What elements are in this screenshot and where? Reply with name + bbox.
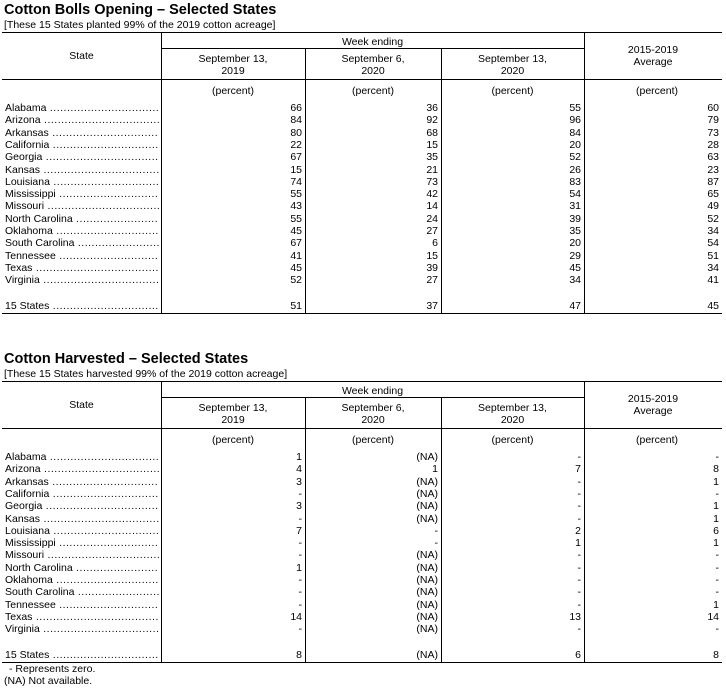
cell-value: 14 xyxy=(707,610,719,623)
cell-value: 67 xyxy=(290,151,302,164)
cell-value: - xyxy=(715,451,719,463)
cell-value: 7 xyxy=(296,524,302,537)
table-subtitle: [These 15 States planted 99% of the 2019 cotton acreage] xyxy=(4,19,276,31)
state-name: Tennessee ..... xyxy=(5,599,159,611)
cell-value: 39 xyxy=(569,212,581,225)
state-name: Tennessee ..... xyxy=(5,250,159,262)
cell-value: 1 xyxy=(296,561,302,574)
cell-value: 68 xyxy=(426,126,438,139)
cell-value: - xyxy=(577,586,581,599)
state-name: Georgia ..... xyxy=(5,500,159,512)
cell-value: - xyxy=(577,549,581,562)
cell-value: 26 xyxy=(569,163,581,176)
table-row xyxy=(0,188,726,200)
cell-value: 63 xyxy=(707,151,719,164)
cell-value: 47 xyxy=(569,300,581,312)
cell-value: 96 xyxy=(569,114,581,127)
cell-value: 35 xyxy=(426,151,438,164)
state-name: North Carolina ..... xyxy=(5,562,159,574)
column-header-line1: September 6, xyxy=(341,402,405,414)
cell-value: 29 xyxy=(569,249,581,262)
footnote: - Represents zero. xyxy=(9,663,96,675)
cell-value: (NA) xyxy=(416,500,438,513)
cell-value: 45 xyxy=(290,225,302,237)
cell-value: - xyxy=(298,586,302,599)
header-top-rule xyxy=(2,381,722,382)
cell-value: 55 xyxy=(290,188,302,201)
cell-value: - xyxy=(298,623,302,636)
cell-value: 20 xyxy=(569,237,581,250)
cell-value: 2 xyxy=(575,524,581,537)
table-row xyxy=(0,525,726,537)
state-name: Texas ..... xyxy=(5,611,159,623)
column-header-line1: 2015-2019 xyxy=(627,393,679,405)
cell-value: (NA) xyxy=(416,451,438,463)
table-section xyxy=(0,349,726,691)
table-subtitle: [These 15 States harvested 99% of the 2019 cotton acreage] xyxy=(4,368,288,380)
cell-value: - xyxy=(298,574,302,586)
cell-value: 8 xyxy=(713,463,719,476)
table-row xyxy=(0,127,726,139)
state-name: 15 States ..... xyxy=(5,649,159,661)
cell-value: 45 xyxy=(290,261,302,274)
cell-value: 1 xyxy=(713,598,719,611)
column-header-line1: September 6, xyxy=(341,53,405,65)
state-name: Virginia ..... xyxy=(5,274,159,286)
week-ending-rule xyxy=(161,48,584,49)
state-name: Kansas ..... xyxy=(5,164,159,176)
cell-value: 1 xyxy=(713,500,719,513)
unit-label: (percent) xyxy=(211,85,254,97)
table-title: Cotton Bolls Opening – Selected States xyxy=(4,2,277,18)
cell-value: 41 xyxy=(290,249,302,262)
column-header-line1: September 13, xyxy=(478,402,547,414)
table-row xyxy=(0,562,726,574)
unit-label: (percent) xyxy=(635,434,678,446)
table-row xyxy=(0,250,726,262)
column-header-line2: 2019 xyxy=(221,414,245,426)
table-row xyxy=(0,225,726,237)
cell-value: 73 xyxy=(707,126,719,139)
cell-value: 27 xyxy=(426,274,438,287)
header-bottom-rule xyxy=(2,428,722,429)
cell-value: 14 xyxy=(426,200,438,213)
column-header-line2: 2019 xyxy=(221,65,245,77)
cell-value: 3 xyxy=(296,475,302,488)
cell-value: 49 xyxy=(707,200,719,213)
unit-label: (percent) xyxy=(491,434,534,446)
cell-value: 41 xyxy=(707,274,719,287)
cell-value: 1 xyxy=(575,537,581,550)
table-row xyxy=(0,500,726,512)
cell-value: 73 xyxy=(426,175,438,188)
state-name: Missouri ..... xyxy=(5,200,159,212)
table-row xyxy=(0,164,726,176)
cell-value: 6 xyxy=(575,649,581,661)
unit-label: (percent) xyxy=(211,434,254,446)
unit-label: (percent) xyxy=(351,85,394,97)
table-row xyxy=(0,237,726,249)
cell-value: - xyxy=(577,487,581,500)
cell-value: (NA) xyxy=(416,512,438,525)
cell-value: - xyxy=(715,574,719,586)
state-column-header: State xyxy=(69,399,94,411)
cell-value: 20 xyxy=(569,138,581,151)
cell-value: 3 xyxy=(296,500,302,513)
state-name: South Carolina ..... xyxy=(5,586,159,598)
cell-value: - xyxy=(577,475,581,488)
cell-value: - xyxy=(715,549,719,562)
cell-value: 27 xyxy=(426,225,438,237)
cell-value: - xyxy=(434,524,438,537)
table-row xyxy=(0,599,726,611)
cell-value: 84 xyxy=(290,114,302,127)
table-row xyxy=(0,574,726,586)
cell-value: 67 xyxy=(290,237,302,250)
total-row xyxy=(0,649,726,661)
column-header-line2: 2020 xyxy=(500,414,525,426)
week-ending-header: Week ending xyxy=(341,385,404,397)
state-name: Virginia ..... xyxy=(5,623,159,635)
state-name: Mississippi ..... xyxy=(5,188,159,200)
table-row xyxy=(0,139,726,151)
cell-value: 15 xyxy=(426,138,438,151)
cell-value: - xyxy=(577,574,581,586)
state-name: 15 States ..... xyxy=(5,300,159,312)
cell-value: 34 xyxy=(707,225,719,237)
cell-value: 7 xyxy=(575,463,581,476)
cell-value: (NA) xyxy=(416,610,438,623)
unit-label: (percent) xyxy=(635,85,678,97)
cell-value: 52 xyxy=(290,274,302,287)
cell-value: 83 xyxy=(569,175,581,188)
table-row xyxy=(0,488,726,500)
cell-value: 51 xyxy=(290,300,302,312)
cell-value: 14 xyxy=(290,610,302,623)
cell-value: 15 xyxy=(426,249,438,262)
cell-value: 80 xyxy=(290,126,302,139)
cell-value: 6 xyxy=(713,524,719,537)
state-name: Alabama ..... xyxy=(5,451,159,463)
cell-value: 24 xyxy=(426,212,438,225)
cell-value: 55 xyxy=(569,102,581,114)
table-row xyxy=(0,102,726,114)
cell-value: 65 xyxy=(707,188,719,201)
column-header-line2: 2020 xyxy=(500,65,525,77)
cell-value: - xyxy=(577,500,581,513)
cell-value: (NA) xyxy=(416,475,438,488)
cell-value: 34 xyxy=(569,274,581,287)
cell-value: 34 xyxy=(707,261,719,274)
table-row xyxy=(0,151,726,163)
cell-value: 60 xyxy=(707,102,719,114)
week-ending-rule xyxy=(161,397,584,398)
cell-value: 35 xyxy=(569,225,581,237)
table-bottom-rule xyxy=(2,313,722,314)
state-name: California ..... xyxy=(5,488,159,500)
cell-value: 84 xyxy=(569,126,581,139)
table-row xyxy=(0,274,726,286)
header-bottom-rule xyxy=(2,79,722,80)
table-row xyxy=(0,463,726,475)
cell-value: 1 xyxy=(713,537,719,550)
unit-label: (percent) xyxy=(351,434,394,446)
cell-value: 36 xyxy=(426,102,438,114)
footnote: (NA) Not available. xyxy=(4,675,93,687)
total-row xyxy=(0,300,726,312)
state-name: Louisiana ..... xyxy=(5,525,159,537)
table-row xyxy=(0,213,726,225)
table-row xyxy=(0,586,726,598)
cell-value: - xyxy=(298,512,302,525)
cell-value: 23 xyxy=(707,163,719,176)
state-name: Louisiana ..... xyxy=(5,176,159,188)
cell-value: (NA) xyxy=(416,649,438,661)
cell-value: 21 xyxy=(426,163,438,176)
state-name: Texas ..... xyxy=(5,262,159,274)
cell-value: (NA) xyxy=(416,586,438,599)
table-row xyxy=(0,262,726,274)
cell-value: (NA) xyxy=(416,487,438,500)
cell-value: 55 xyxy=(290,212,302,225)
cell-value: - xyxy=(577,561,581,574)
cell-value: - xyxy=(298,549,302,562)
header-top-rule xyxy=(2,32,722,33)
table-row xyxy=(0,200,726,212)
table-row xyxy=(0,549,726,561)
cell-value: - xyxy=(298,537,302,550)
cell-value: 22 xyxy=(290,138,302,151)
state-column-header: State xyxy=(69,50,94,62)
unit-label: (percent) xyxy=(491,85,534,97)
state-name: Arkansas ..... xyxy=(5,127,159,139)
state-name: Oklahoma ..... xyxy=(5,574,159,586)
cell-value: 45 xyxy=(707,300,719,312)
cell-value: - xyxy=(715,586,719,599)
cell-value: - xyxy=(577,598,581,611)
cell-value: 74 xyxy=(290,175,302,188)
column-header-line1: September 13, xyxy=(198,53,268,65)
cell-value: - xyxy=(298,598,302,611)
cell-value: (NA) xyxy=(416,561,438,574)
week-ending-header: Week ending xyxy=(341,36,404,48)
column-header-line2: 2020 xyxy=(361,65,385,77)
cell-value: 54 xyxy=(569,188,581,201)
cell-value: 4 xyxy=(296,463,302,476)
cell-value: 66 xyxy=(290,102,302,114)
column-header-line2: Average xyxy=(633,405,673,417)
cell-value: 52 xyxy=(569,151,581,164)
cell-value: (NA) xyxy=(416,549,438,562)
state-name: California ..... xyxy=(5,139,159,151)
cell-value: - xyxy=(577,623,581,636)
cell-value: - xyxy=(715,623,719,636)
column-header-line2: Average xyxy=(633,56,673,68)
cell-value: 43 xyxy=(290,200,302,213)
cell-value: - xyxy=(715,561,719,574)
table-row xyxy=(0,451,726,463)
cell-value: 51 xyxy=(707,249,719,262)
cell-value: - xyxy=(434,537,438,550)
cell-value: 28 xyxy=(707,138,719,151)
cell-value: 79 xyxy=(707,114,719,127)
cell-value: 31 xyxy=(569,200,581,213)
state-name: Arkansas ..... xyxy=(5,476,159,488)
table-section xyxy=(0,0,726,342)
table-row xyxy=(0,537,726,549)
cell-value: - xyxy=(577,451,581,463)
cell-value: 8 xyxy=(296,649,302,661)
cell-value: - xyxy=(715,487,719,500)
cell-value: 45 xyxy=(569,261,581,274)
state-name: South Carolina ..... xyxy=(5,237,159,249)
state-name: Arizona ..... xyxy=(5,114,159,126)
table-row xyxy=(0,623,726,635)
column-header-line1: 2015-2019 xyxy=(627,44,679,56)
cell-value: 42 xyxy=(426,188,438,201)
cell-value: - xyxy=(298,487,302,500)
state-name: North Carolina ..... xyxy=(5,213,159,225)
state-name: Mississippi ..... xyxy=(5,537,159,549)
table-row xyxy=(0,176,726,188)
table-row xyxy=(0,611,726,623)
cell-value: 37 xyxy=(426,300,438,312)
state-name: Arizona ..... xyxy=(5,463,159,475)
cell-value: 1 xyxy=(713,512,719,525)
column-header-line1: September 13, xyxy=(478,53,547,65)
state-name: Oklahoma ..... xyxy=(5,225,159,237)
table-title: Cotton Harvested – Selected States xyxy=(4,351,249,367)
cell-value: 52 xyxy=(707,212,719,225)
cell-value: 1 xyxy=(296,451,302,463)
cell-value: 54 xyxy=(707,237,719,250)
cell-value: 15 xyxy=(290,163,302,176)
cell-value: 6 xyxy=(432,237,438,250)
column-header-line1: September 13, xyxy=(198,402,268,414)
cell-value: (NA) xyxy=(416,623,438,636)
state-name: Alabama ..... xyxy=(5,102,159,114)
cell-value: 1 xyxy=(713,475,719,488)
cell-value: - xyxy=(577,512,581,525)
table-bottom-rule xyxy=(2,662,722,663)
cell-value: (NA) xyxy=(416,598,438,611)
table-row xyxy=(0,114,726,126)
table-row xyxy=(0,476,726,488)
table-row xyxy=(0,513,726,525)
cell-value: 87 xyxy=(707,175,719,188)
state-name: Kansas ..... xyxy=(5,513,159,525)
cell-value: 92 xyxy=(426,114,438,127)
column-header-line2: 2020 xyxy=(361,414,385,426)
cell-value: 39 xyxy=(426,261,438,274)
cell-value: (NA) xyxy=(416,574,438,586)
cell-value: 13 xyxy=(569,610,581,623)
state-name: Georgia ..... xyxy=(5,151,159,163)
state-name: Missouri ..... xyxy=(5,549,159,561)
cell-value: 8 xyxy=(713,649,719,661)
cell-value: 1 xyxy=(432,463,438,476)
